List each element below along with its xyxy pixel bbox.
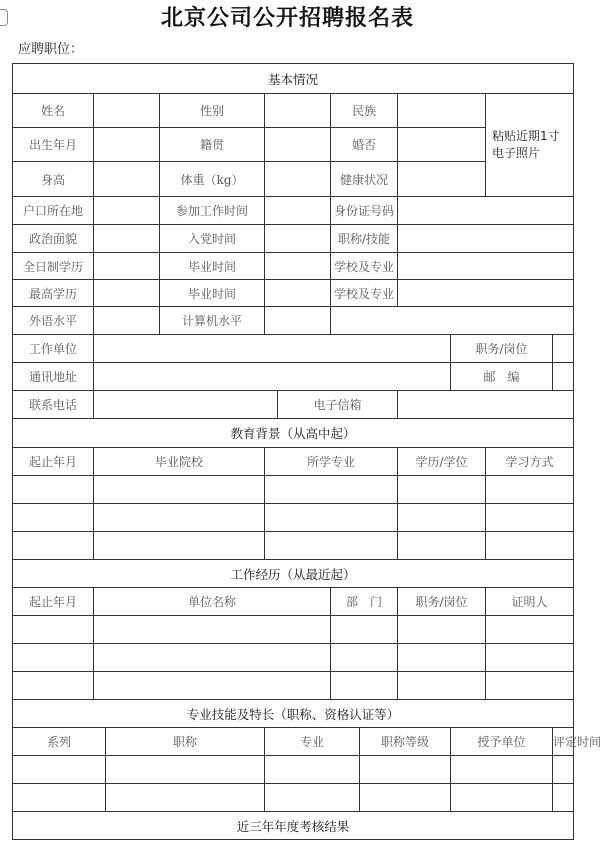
- input-email[interactable]: [398, 391, 574, 419]
- form-title: 北京公司公开招聘报名表: [160, 6, 414, 31]
- work-header-referee: 证明人: [486, 588, 574, 616]
- skills-cell[interactable]: [265, 756, 360, 784]
- work-header-post: 职务/岗位: [398, 588, 486, 616]
- edu-header-study-mode: 学习方式: [486, 448, 574, 476]
- work-header-period: 起止年月: [13, 588, 94, 616]
- skills-header-awarding-unit: 授予单位: [451, 728, 553, 756]
- input-blank[interactable]: [331, 307, 574, 335]
- label-birth-date: 出生年月: [13, 128, 94, 162]
- label-height: 身高: [13, 162, 94, 197]
- input-birth-date[interactable]: [94, 128, 160, 162]
- input-ethnicity[interactable]: [398, 94, 486, 128]
- input-job-post[interactable]: [553, 335, 574, 363]
- label-work-start-time: 参加工作时间: [160, 197, 265, 225]
- label-fulltime-education: 全日制学历: [13, 253, 94, 280]
- label-graduation-time: 毕业时间: [160, 253, 265, 280]
- work-cell[interactable]: [398, 644, 486, 672]
- edu-cell[interactable]: [486, 532, 574, 560]
- input-party-join-time[interactable]: [265, 225, 331, 253]
- input-school-major[interactable]: [398, 253, 574, 280]
- edu-cell[interactable]: [94, 504, 265, 532]
- input-computer-level[interactable]: [265, 307, 331, 335]
- input-health[interactable]: [398, 162, 486, 197]
- input-address[interactable]: [94, 363, 451, 391]
- work-cell[interactable]: [94, 672, 331, 700]
- edu-cell[interactable]: [265, 476, 398, 504]
- skills-header-title-level: 职称等级: [360, 728, 451, 756]
- input-height[interactable]: [94, 162, 160, 197]
- label-native-place: 籍贯: [160, 128, 265, 162]
- edu-cell[interactable]: [265, 504, 398, 532]
- label-name: 姓名: [13, 94, 94, 128]
- edu-cell[interactable]: [13, 532, 94, 560]
- skills-cell[interactable]: [553, 756, 574, 784]
- skills-cell[interactable]: [360, 784, 451, 812]
- label-highest-education: 最高学历: [13, 280, 94, 307]
- skills-cell[interactable]: [106, 756, 265, 784]
- work-header-department: 部 门: [331, 588, 398, 616]
- skills-header-series: 系列: [13, 728, 106, 756]
- label-hukou: 户口所在地: [13, 197, 94, 225]
- input-gender[interactable]: [265, 94, 331, 128]
- section-education: 教育背景（从高中起）: [13, 419, 574, 448]
- input-work-start-time[interactable]: [265, 197, 331, 225]
- skills-cell[interactable]: [13, 784, 106, 812]
- work-cell[interactable]: [486, 672, 574, 700]
- skills-cell[interactable]: [106, 784, 265, 812]
- input-graduation-time[interactable]: [265, 253, 331, 280]
- skills-cell[interactable]: [265, 784, 360, 812]
- edu-cell[interactable]: [486, 476, 574, 504]
- input-id-number[interactable]: [398, 197, 574, 225]
- label-phone: 联系电话: [13, 391, 94, 419]
- edu-cell[interactable]: [265, 532, 398, 560]
- skills-header-title: 职称: [106, 728, 265, 756]
- section-annual-appraisal: 近三年年度考核结果: [13, 812, 574, 840]
- input-weight[interactable]: [265, 162, 331, 197]
- work-cell[interactable]: [13, 672, 94, 700]
- label-email: 电子信箱: [278, 391, 398, 419]
- work-cell[interactable]: [486, 616, 574, 644]
- work-cell[interactable]: [331, 616, 398, 644]
- section-skills: 专业技能及特长（职称、资格认证等）: [13, 700, 574, 728]
- skills-cell[interactable]: [13, 756, 106, 784]
- work-cell[interactable]: [13, 616, 94, 644]
- input-school-major-2[interactable]: [398, 280, 574, 307]
- label-school-major-2: 学校及专业: [331, 280, 398, 307]
- skills-cell[interactable]: [451, 784, 553, 812]
- edu-cell[interactable]: [94, 532, 265, 560]
- label-weight: 体重（kg）: [160, 162, 265, 197]
- label-employer: 工作单位: [13, 335, 94, 363]
- input-fulltime-education[interactable]: [94, 253, 160, 280]
- edu-cell[interactable]: [398, 532, 486, 560]
- input-title-skill[interactable]: [398, 225, 574, 253]
- work-cell[interactable]: [398, 616, 486, 644]
- label-computer-level: 计算机水平: [160, 307, 265, 335]
- edu-cell[interactable]: [13, 504, 94, 532]
- edu-header-period: 起止年月: [13, 448, 94, 476]
- work-cell[interactable]: [331, 672, 398, 700]
- input-marital-status[interactable]: [398, 128, 486, 162]
- label-ethnicity: 民族: [331, 94, 398, 128]
- work-cell[interactable]: [486, 644, 574, 672]
- label-postcode: 邮 编: [451, 363, 553, 391]
- label-job-post: 职务/岗位: [451, 335, 553, 363]
- edu-cell[interactable]: [13, 476, 94, 504]
- label-address: 通讯地址: [13, 363, 94, 391]
- edu-cell[interactable]: [486, 504, 574, 532]
- edu-header-major: 所学专业: [265, 448, 398, 476]
- edu-header-degree: 学历/学位: [398, 448, 486, 476]
- skills-header-assess-time: 评定时间: [553, 728, 574, 756]
- input-native-place[interactable]: [265, 128, 331, 162]
- label-political-status: 政治面貌: [13, 225, 94, 253]
- skills-cell[interactable]: [553, 784, 574, 812]
- input-highest-education[interactable]: [94, 280, 160, 307]
- label-party-join-time: 入党时间: [160, 225, 265, 253]
- edu-cell[interactable]: [398, 476, 486, 504]
- input-postcode[interactable]: [553, 363, 574, 391]
- work-cell[interactable]: [94, 616, 331, 644]
- skills-header-major: 专业: [265, 728, 360, 756]
- work-cell[interactable]: [398, 672, 486, 700]
- work-cell[interactable]: [331, 644, 398, 672]
- label-health: 健康状况: [331, 162, 398, 197]
- work-cell[interactable]: [13, 644, 94, 672]
- label-school-major: 学校及专业: [331, 253, 398, 280]
- input-employer[interactable]: [94, 335, 451, 363]
- label-marital-status: 婚否: [331, 128, 398, 162]
- input-graduation-time-2[interactable]: [265, 280, 331, 307]
- section-work-experience: 工作经历（从最近起）: [13, 560, 574, 588]
- edu-cell[interactable]: [398, 504, 486, 532]
- input-foreign-language[interactable]: [94, 307, 160, 335]
- label-id-number: 身份证号码: [331, 197, 398, 225]
- edu-cell[interactable]: [94, 476, 265, 504]
- label-gender: 性别: [160, 94, 265, 128]
- skills-cell[interactable]: [451, 756, 553, 784]
- label-foreign-language: 外语水平: [13, 307, 94, 335]
- label-title-skill: 职称/技能: [331, 225, 398, 253]
- application-form-table: [12, 63, 601, 840]
- input-hukou[interactable]: [94, 197, 160, 225]
- edu-header-school: 毕业院校: [94, 448, 265, 476]
- section-basic-info: 基本情况: [13, 64, 574, 94]
- input-political-status[interactable]: [94, 225, 160, 253]
- input-name[interactable]: [94, 94, 160, 128]
- label-graduation-time-2: 毕业时间: [160, 280, 265, 307]
- skills-cell[interactable]: [360, 756, 451, 784]
- input-phone[interactable]: [94, 391, 278, 419]
- position-label: 应聘职位：: [18, 42, 84, 57]
- work-cell[interactable]: [94, 644, 331, 672]
- work-header-employer: 单位名称: [94, 588, 331, 616]
- photo-placeholder[interactable]: 粘贴近期1寸电子照片: [486, 94, 574, 197]
